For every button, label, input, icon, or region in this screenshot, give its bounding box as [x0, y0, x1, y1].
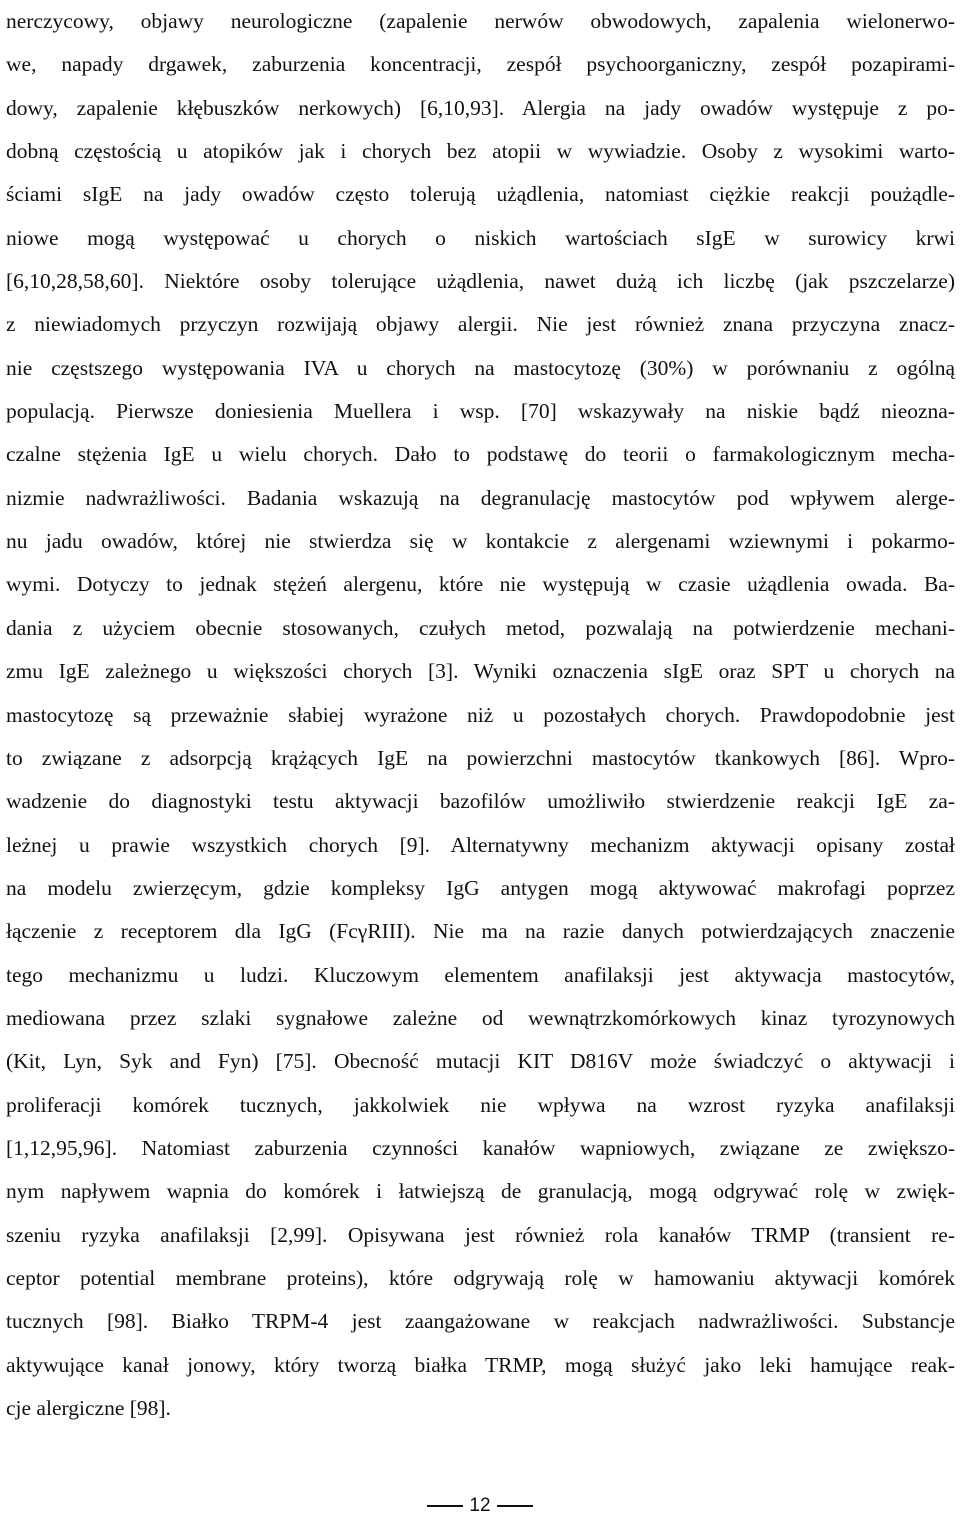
text-line: tucznych [98]. Białko TRPM-4 jest zaangażowane w reakcjach nadwrażliwości. Substancje: [6, 1309, 955, 1334]
text-line: dowy, zapalenie kłębuszków nerkowych) [6,10,93]. Alergia na jady owadów występuje z po-: [6, 95, 955, 120]
text-line: to związane z adsorpcją krążących IgE na powierzchni mastocytów tkankowych [86]. Wpro-: [6, 745, 955, 770]
text-line: zmu IgE zależnego u większości chorych [3]. Wyniki oznaczenia sIgE oraz SPT u chorych na: [6, 659, 955, 684]
text-line: nu jadu owadów, której nie stwierdza się w kontakcie z alergenami wziewnymi i pokarmo-: [6, 529, 955, 554]
text-line: nerczycowy, objawy neurologiczne (zapalenie nerwów obwodowych, zapalenia wielonerwo-: [6, 9, 955, 33]
text-line: dobną częstością u atopików jak i chorych bez atopii w wywiadzie. Osoby z wysokimi warto-: [6, 139, 955, 164]
text-line: mastocytozę są przeważnie słabiej wyrażone niż u pozostałych chorych. Prawdopodobnie jest: [6, 702, 955, 727]
text-line: we, napady drgawek, zaburzenia koncentracji, zespół psychoorganiczny, zespół pozapirami-: [6, 52, 955, 77]
text-line: łączenie z receptorem dla IgG (FcγRIII). Nie ma na razie danych potwierdzających znaczenie: [6, 919, 955, 944]
text-line: aktywujące kanał jonowy, który tworzą białka TRMP, mogą służyć jako leki hamujące reak-: [6, 1352, 955, 1377]
text-line: dania z użyciem obecnie stosowanych, czułych metod, pozwalają na potwierdzenie mechani-: [6, 615, 955, 640]
text-line: nym napływem wapnia do komórek i łatwiejszą de granulacją, mogą odgrywać rolę w zwięk-: [6, 1179, 955, 1204]
text-line: populacją. Pierwsze doniesienia Muellera i wsp. [70] wskazywały na niskie bądź nieozna-: [6, 399, 955, 424]
footer-rule-right: [497, 1505, 533, 1507]
body-text: [6, 0, 955, 1430]
text-line: niowe mogą występować u chorych o niskich wartościach sIgE w surowicy krwi: [6, 225, 955, 250]
text-line: czalne stężenia IgE u wielu chorych. Dało to podstawę do teorii o farmakologicznym mecha-: [6, 442, 955, 467]
text-line: [1,12,95,96]. Natomiast zaburzenia czynności kanałów wapniowych, związane ze zwiększo-: [6, 1135, 955, 1160]
text-line: szeniu ryzyka anafilaksji [2,99]. Opisywana jest również rola kanałów TRMP (transient re-: [6, 1222, 955, 1247]
text-line: proliferacji komórek tucznych, jakkolwiek nie wpływa na wzrost ryzyka anafilaksji: [6, 1092, 955, 1117]
text-line: cje alergiczne [98].: [6, 1396, 171, 1420]
text-line: nie częstszego występowania IVA u chorych na mastocytozę (30%) w porównaniu z ogólną: [6, 355, 955, 380]
text-line: ściami sIgE na jady owadów często tolerują użądlenia, natomiast ciężkie reakcji poużądle-: [6, 182, 955, 207]
footer-rule-left: [427, 1505, 463, 1507]
text-line: [6,10,28,58,60]. Niektóre osoby tolerujące użądlenia, nawet dużą ich liczbę (jak pszczelarze): [6, 269, 955, 294]
text-line: z niewiadomych przyczyn rozwijają objawy alergii. Nie jest również znana przyczyna znacz-: [6, 312, 955, 337]
text-line: (Kit, Lyn, Syk and Fyn) [75]. Obecność mutacji KIT D816V może świadczyć o aktywacji i: [6, 1049, 955, 1074]
text-line: na modelu zwierzęcym, gdzie kompleksy IgG antygen mogą aktywować makrofagi poprzez: [6, 875, 955, 900]
page-number: 12: [469, 1495, 491, 1516]
page-footer: [0, 1494, 960, 1518]
text-line: wymi. Dotyczy to jednak stężeń alergenu, które nie występują w czasie użądlenia owada. Ba-: [6, 572, 955, 597]
text-line: nizmie nadwrażliwości. Badania wskazują na degranulację mastocytów pod wpływem alerge-: [6, 485, 955, 510]
text-line: ceptor potential membrane proteins), które odgrywają rolę w hamowaniu aktywacji komórek: [6, 1265, 955, 1290]
text-line: leżnej u prawie wszystkich chorych [9]. Alternatywny mechanizm aktywacji opisany został: [6, 832, 955, 857]
text-line: mediowana przez szlaki sygnałowe zależne od wewnątrzkomórkowych kinaz tyrozynowych: [6, 1005, 955, 1030]
text-line: tego mechanizmu u ludzi. Kluczowym elementem anafilaksji jest aktywacja mastocytów,: [6, 962, 955, 987]
text-line: wadzenie do diagnostyki testu aktywacji bazofilów umożliwiło stwierdzenie reakcji IgE za-: [6, 789, 955, 814]
